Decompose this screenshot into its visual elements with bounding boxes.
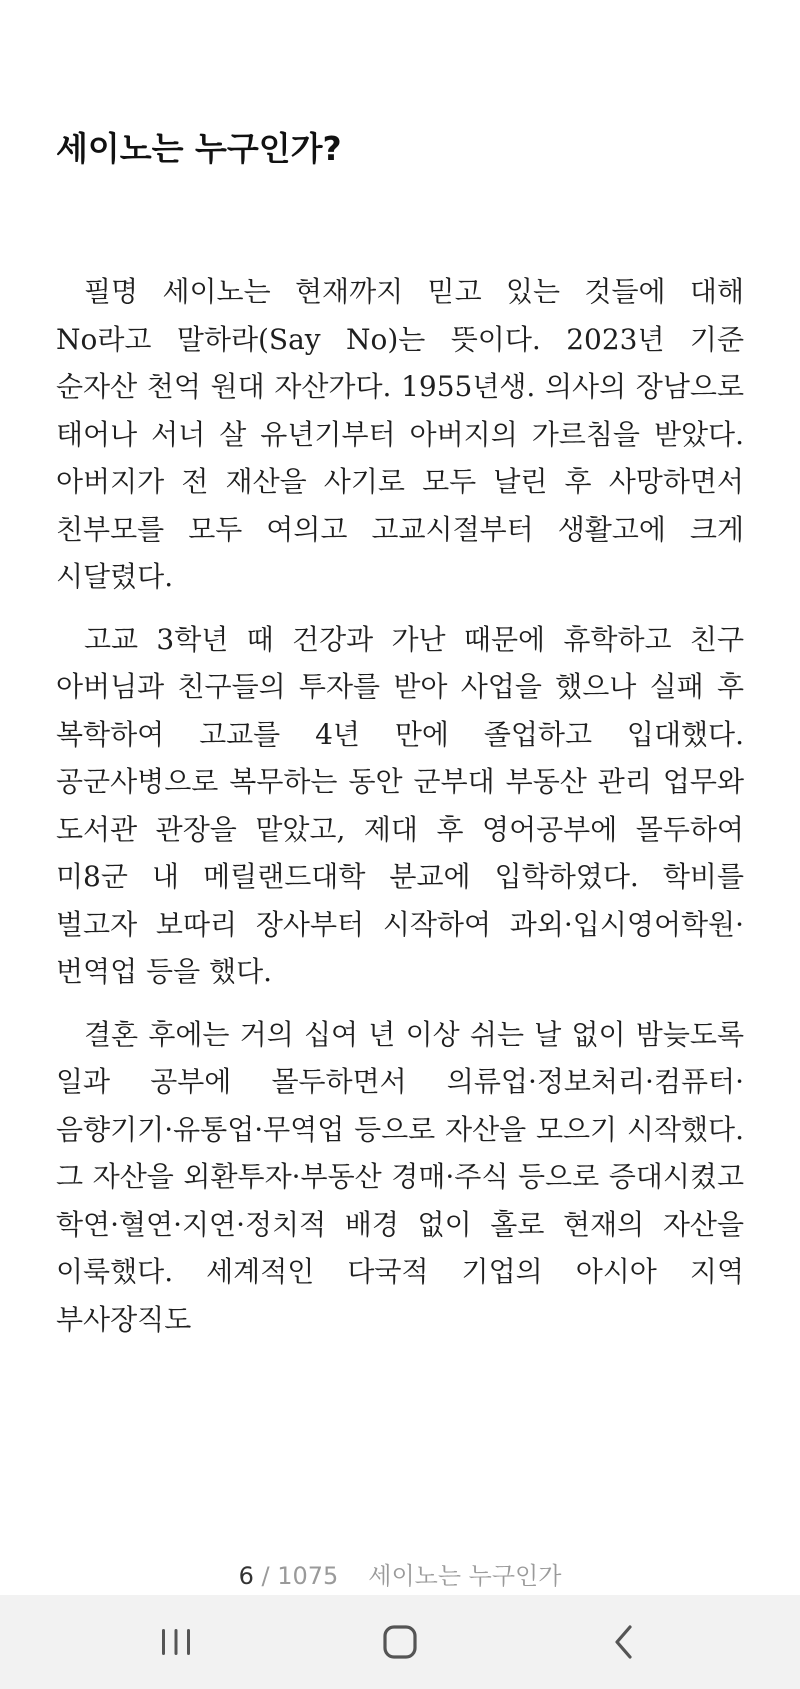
total-pages: 1075 bbox=[277, 1562, 339, 1590]
recent-apps-button[interactable] bbox=[144, 1617, 208, 1667]
paragraph: 결혼 후에는 거의 십여 년 이상 쉬는 날 없이 밤늦도록 일과 공부에 몰두하면서 의류업·정보처리·컴퓨터·음향기기·유통업·무역업 등으로 자산을 모으기 시작했다. 그 자산을 외환투자·부동산 경매·주식 등으로 증대시켰고 학연·혈연·지연·정치적 배경 없이 홀로 현재의 자산을 이룩했다. 세계적인 다국적 기업의 아시아 지역 부사장직도 bbox=[56, 1017, 744, 1336]
paragraph: 고교 3학년 때 건강과 가난 때문에 휴학하고 친구 아버님과 친구들의 투자를 받아 사업을 했으나 실패 후 복학하여 고교를 4년 만에 졸업하고 입대했다. 공군사병으로 복무하는 동안 군부대 부동산 관리 업무와 도서관 관장을 맡았고, 제대 후 영어공부에 몰두하여 미8군 내 메릴랜드대학 분교에 입학하였다. 학비를 벌고자 보따리 장사부터 시작하여 과외·입시영어학원·번역업 등을 했다. bbox=[56, 622, 745, 988]
page-separator: / bbox=[253, 1562, 278, 1590]
footer-chapter-name: 세이노는 누구인가 bbox=[368, 1562, 562, 1590]
chapter-title: 세이노는 누구인가? bbox=[56, 129, 342, 168]
navigation-bar bbox=[0, 1595, 800, 1689]
current-page-number: 6 bbox=[238, 1562, 254, 1590]
back-icon bbox=[609, 1624, 639, 1660]
body-text bbox=[56, 268, 744, 1358]
home-button[interactable] bbox=[368, 1617, 432, 1667]
back-button[interactable] bbox=[592, 1617, 656, 1667]
home-icon bbox=[382, 1624, 418, 1660]
paragraph: 필명 세이노는 현재까지 믿고 있는 것들에 대해 No라고 말하라(Say No)는 뜻이다. 2023년 기준 순자산 천억 원대 자산가다. 1955년생. 의사의 장남으로 태어나 서너 살 유년기부터 아버지의 가르침을 받았다. 아버지가 전 재산을 사기로 모두 날린 후 사망하면서 친부모를 모두 여의고 고교시절부터 생활고에 크게 시달렸다. bbox=[56, 275, 744, 593]
page-indicator bbox=[0, 1557, 800, 1595]
recent-apps-icon bbox=[159, 1627, 193, 1657]
